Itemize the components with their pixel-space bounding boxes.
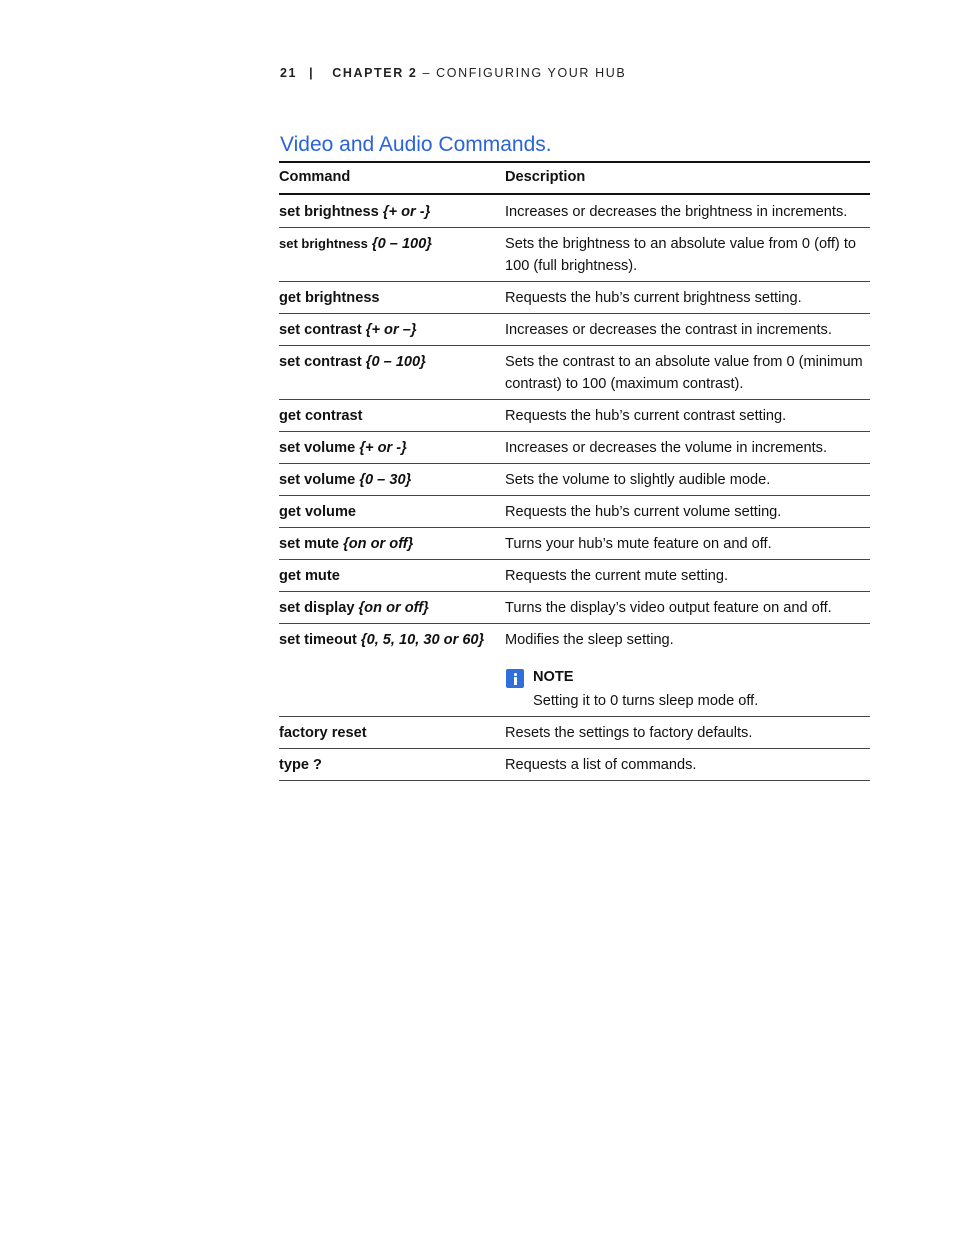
commands-table xyxy=(279,161,870,781)
description-cell: Increases or decreases the contrast in increments. xyxy=(505,322,832,338)
command-cell xyxy=(279,560,505,592)
command-cell xyxy=(279,400,505,432)
command-name: set mute xyxy=(279,536,340,552)
description-cell: Increases or decreases the volume in increments. xyxy=(505,440,828,456)
command-name: set brightness xyxy=(279,204,379,220)
section-title: Video and Audio Commands. xyxy=(280,133,552,156)
command-cell xyxy=(279,496,505,528)
command-cell xyxy=(279,749,505,781)
description-cell: Requests the current mute setting. xyxy=(505,568,729,584)
command-name: get brightness xyxy=(279,290,380,306)
command-cell xyxy=(279,432,505,464)
table-header-row xyxy=(279,162,870,194)
description-cell: Turns the display’s video output feature on and off. xyxy=(505,600,832,616)
command-name: get mute xyxy=(279,568,340,584)
command-cell xyxy=(279,717,505,749)
description-cell: Sets the contrast to an absolute value from 0 (minimum contrast) to 100 (maximum contrast). xyxy=(505,354,863,392)
table-row xyxy=(279,592,870,624)
command-name: set volume xyxy=(279,472,356,488)
running-header xyxy=(280,66,626,80)
table-row xyxy=(279,346,870,400)
command-argument: {0 – 30} xyxy=(359,472,412,488)
command-argument: {+ or –} xyxy=(365,322,417,338)
table-row xyxy=(279,282,870,314)
table-row xyxy=(279,432,870,464)
note-text: Setting it to 0 turns sleep mode off. xyxy=(533,693,759,709)
description-cell: Increases or decreases the brightness in increments. xyxy=(505,204,848,220)
table-row xyxy=(279,194,870,228)
command-name: set contrast xyxy=(279,322,362,338)
table-row xyxy=(279,400,870,432)
command-cell xyxy=(279,464,505,496)
command-cell xyxy=(279,624,505,717)
table-row xyxy=(279,717,870,749)
column-header-command: Command xyxy=(279,169,351,185)
command-argument: {0 – 100} xyxy=(365,354,426,370)
command-name: factory reset xyxy=(279,725,367,741)
command-cell xyxy=(279,314,505,346)
table-row xyxy=(279,496,870,528)
table-row xyxy=(279,528,870,560)
chapter-label: CHAPTER 2 xyxy=(332,66,418,80)
description-cell: Sets the brightness to an absolute value from 0 (off) to 100 (full brightness). xyxy=(505,236,856,274)
description-cell: Sets the volume to slightly audible mode. xyxy=(505,472,771,488)
command-cell xyxy=(279,528,505,560)
command-name: set volume xyxy=(279,440,356,456)
table-row xyxy=(279,314,870,346)
command-name: set contrast xyxy=(279,354,362,370)
column-header-description: Description xyxy=(505,169,586,185)
command-name: get contrast xyxy=(279,408,363,424)
command-argument: {on or off} xyxy=(358,600,429,616)
table-row xyxy=(279,560,870,592)
page-number: 21 xyxy=(280,66,298,80)
info-icon xyxy=(506,669,524,688)
command-argument: {+ or -} xyxy=(382,204,431,220)
command-argument: {+ or -} xyxy=(359,440,407,456)
description-cell: Requests the hub’s current contrast setting. xyxy=(505,408,787,424)
command-name: set display xyxy=(279,600,355,616)
chapter-title: – CONFIGURING YOUR HUB xyxy=(422,66,627,80)
table-row xyxy=(279,749,870,781)
description-cell: Requests the hub’s current volume setting. xyxy=(505,504,782,520)
command-cell xyxy=(279,282,505,314)
command-argument: {0, 5, 10, 30 or 60} xyxy=(360,632,485,648)
description-text: Modifies the sleep setting. xyxy=(505,632,674,648)
command-name: type ? xyxy=(279,757,322,773)
command-cell xyxy=(279,592,505,624)
command-name: set timeout xyxy=(279,632,357,648)
table-row xyxy=(279,464,870,496)
header-separator: | xyxy=(309,66,315,80)
note-label: NOTE xyxy=(533,669,574,685)
description-cell xyxy=(505,624,870,717)
command-cell xyxy=(279,228,505,282)
description-cell: Turns your hub’s mute feature on and off. xyxy=(505,536,772,552)
command-name: get volume xyxy=(279,504,357,520)
table-row xyxy=(279,624,870,717)
table-row xyxy=(279,228,870,282)
command-argument: {0 – 100} xyxy=(371,236,432,252)
command-argument: {on or off} xyxy=(343,536,414,552)
command-cell xyxy=(279,346,505,400)
description-cell: Requests a list of commands. xyxy=(505,757,697,773)
command-name: set brightness xyxy=(279,236,368,251)
description-cell: Requests the hub’s current brightness setting. xyxy=(505,290,802,306)
note-callout xyxy=(505,666,870,712)
command-cell xyxy=(279,194,505,228)
description-cell: Resets the settings to factory defaults. xyxy=(505,725,753,741)
